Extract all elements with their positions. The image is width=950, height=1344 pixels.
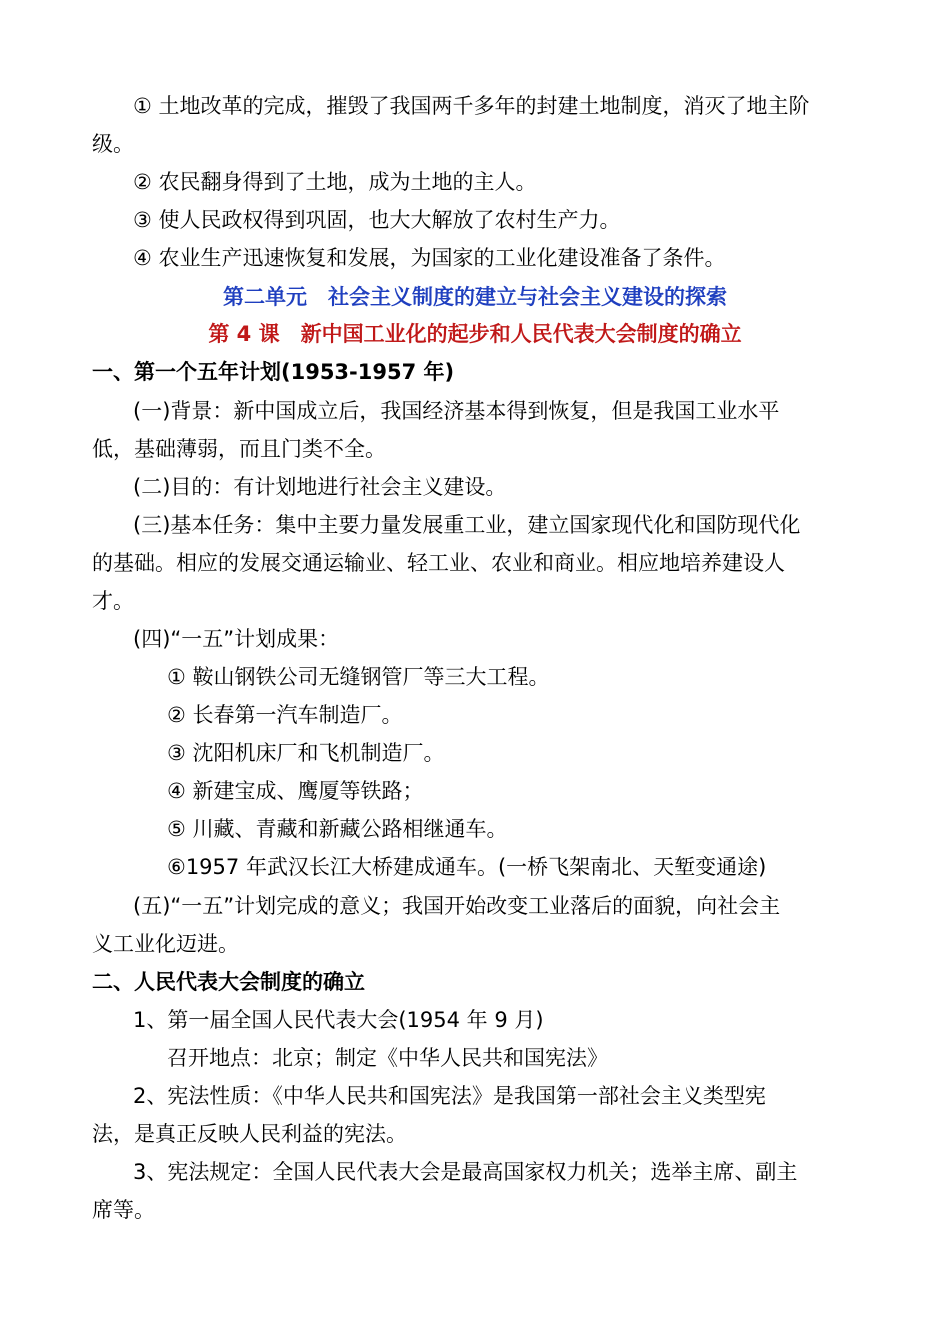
background-text-cont: 低，基础薄弱，而且门类不全。 [92,437,386,461]
intro-point-2: ② 农民翻身得到了土地，成为土地的主人。 [133,170,537,194]
unit-title: 第二单元 社会主义制度的建立与社会主义建设的探索 [223,285,727,309]
task-text-cont-2: 才。 [92,589,134,613]
section-1-heading: 一、第一个五年计划(1953-1957 年) [92,360,455,384]
significance-text-cont: 义工业化迈进。 [92,932,239,956]
intro-point-3: ③ 使人民政权得到巩固，也大大解放了农村生产力。 [133,208,621,232]
result-item: ④ 新建宝成、鹰厦等铁路； [167,779,424,803]
result-item: ⑥1957 年武汉长江大桥建成通车。(一桥飞架南北、天堑变通途) [167,855,767,879]
intro-point-1-cont: 级。 [92,132,134,156]
npc-item-3: 3、宪法规定：全国人民代表大会是最高国家权力机关；选举主席、副主 [133,1160,798,1184]
section-2-heading: 二、人民代表大会制度的确立 [92,970,365,994]
npc-item-1-detail: 召开地点：北京；制定《中华人民共和国宪法》 [167,1046,608,1070]
significance-text: (五)“一五”计划完成的意义；我国开始改变工业落后的面貌，向社会主 [133,894,781,918]
result-item: ① 鞍山钢铁公司无缝钢管厂等三大工程。 [167,665,550,689]
result-item: ② 长春第一汽车制造厂。 [167,703,403,727]
npc-item-2-cont: 法，是真正反映人民利益的宪法。 [92,1122,407,1146]
intro-point-1: ① 土地改革的完成，摧毁了我国两千多年的封建土地制度，消灭了地主阶 [133,94,810,118]
intro-point-4: ④ 农业生产迅速恢复和发展，为国家的工业化建设准备了条件。 [133,246,726,270]
npc-item-3-cont: 席等。 [92,1198,155,1222]
result-item: ⑤ 川藏、青藏和新藏公路相继通车。 [167,817,508,841]
results-heading: (四)“一五”计划成果： [133,627,340,651]
lesson-title: 第 4 课 新中国工业化的起步和人民代表大会制度的确立 [208,322,742,346]
npc-item-1: 1、第一届全国人民代表大会(1954 年 9 月) [133,1008,544,1032]
background-text: (一)背景：新中国成立后，我国经济基本得到恢复，但是我国工业水平 [133,399,780,423]
task-text-cont: 的基础。相应的发展交通运输业、轻工业、农业和商业。相应地培养建设人 [92,551,785,575]
npc-item-2: 2、宪法性质：《中华人民共和国宪法》是我国第一部社会主义类型宪 [133,1084,766,1108]
result-item: ③ 沈阳机床厂和飞机制造厂。 [167,741,445,765]
task-text: (三)基本任务：集中主要力量发展重工业，建立国家现代化和国防现代化 [133,513,801,537]
purpose-text: (二)目的：有计划地进行社会主义建设。 [133,475,507,499]
